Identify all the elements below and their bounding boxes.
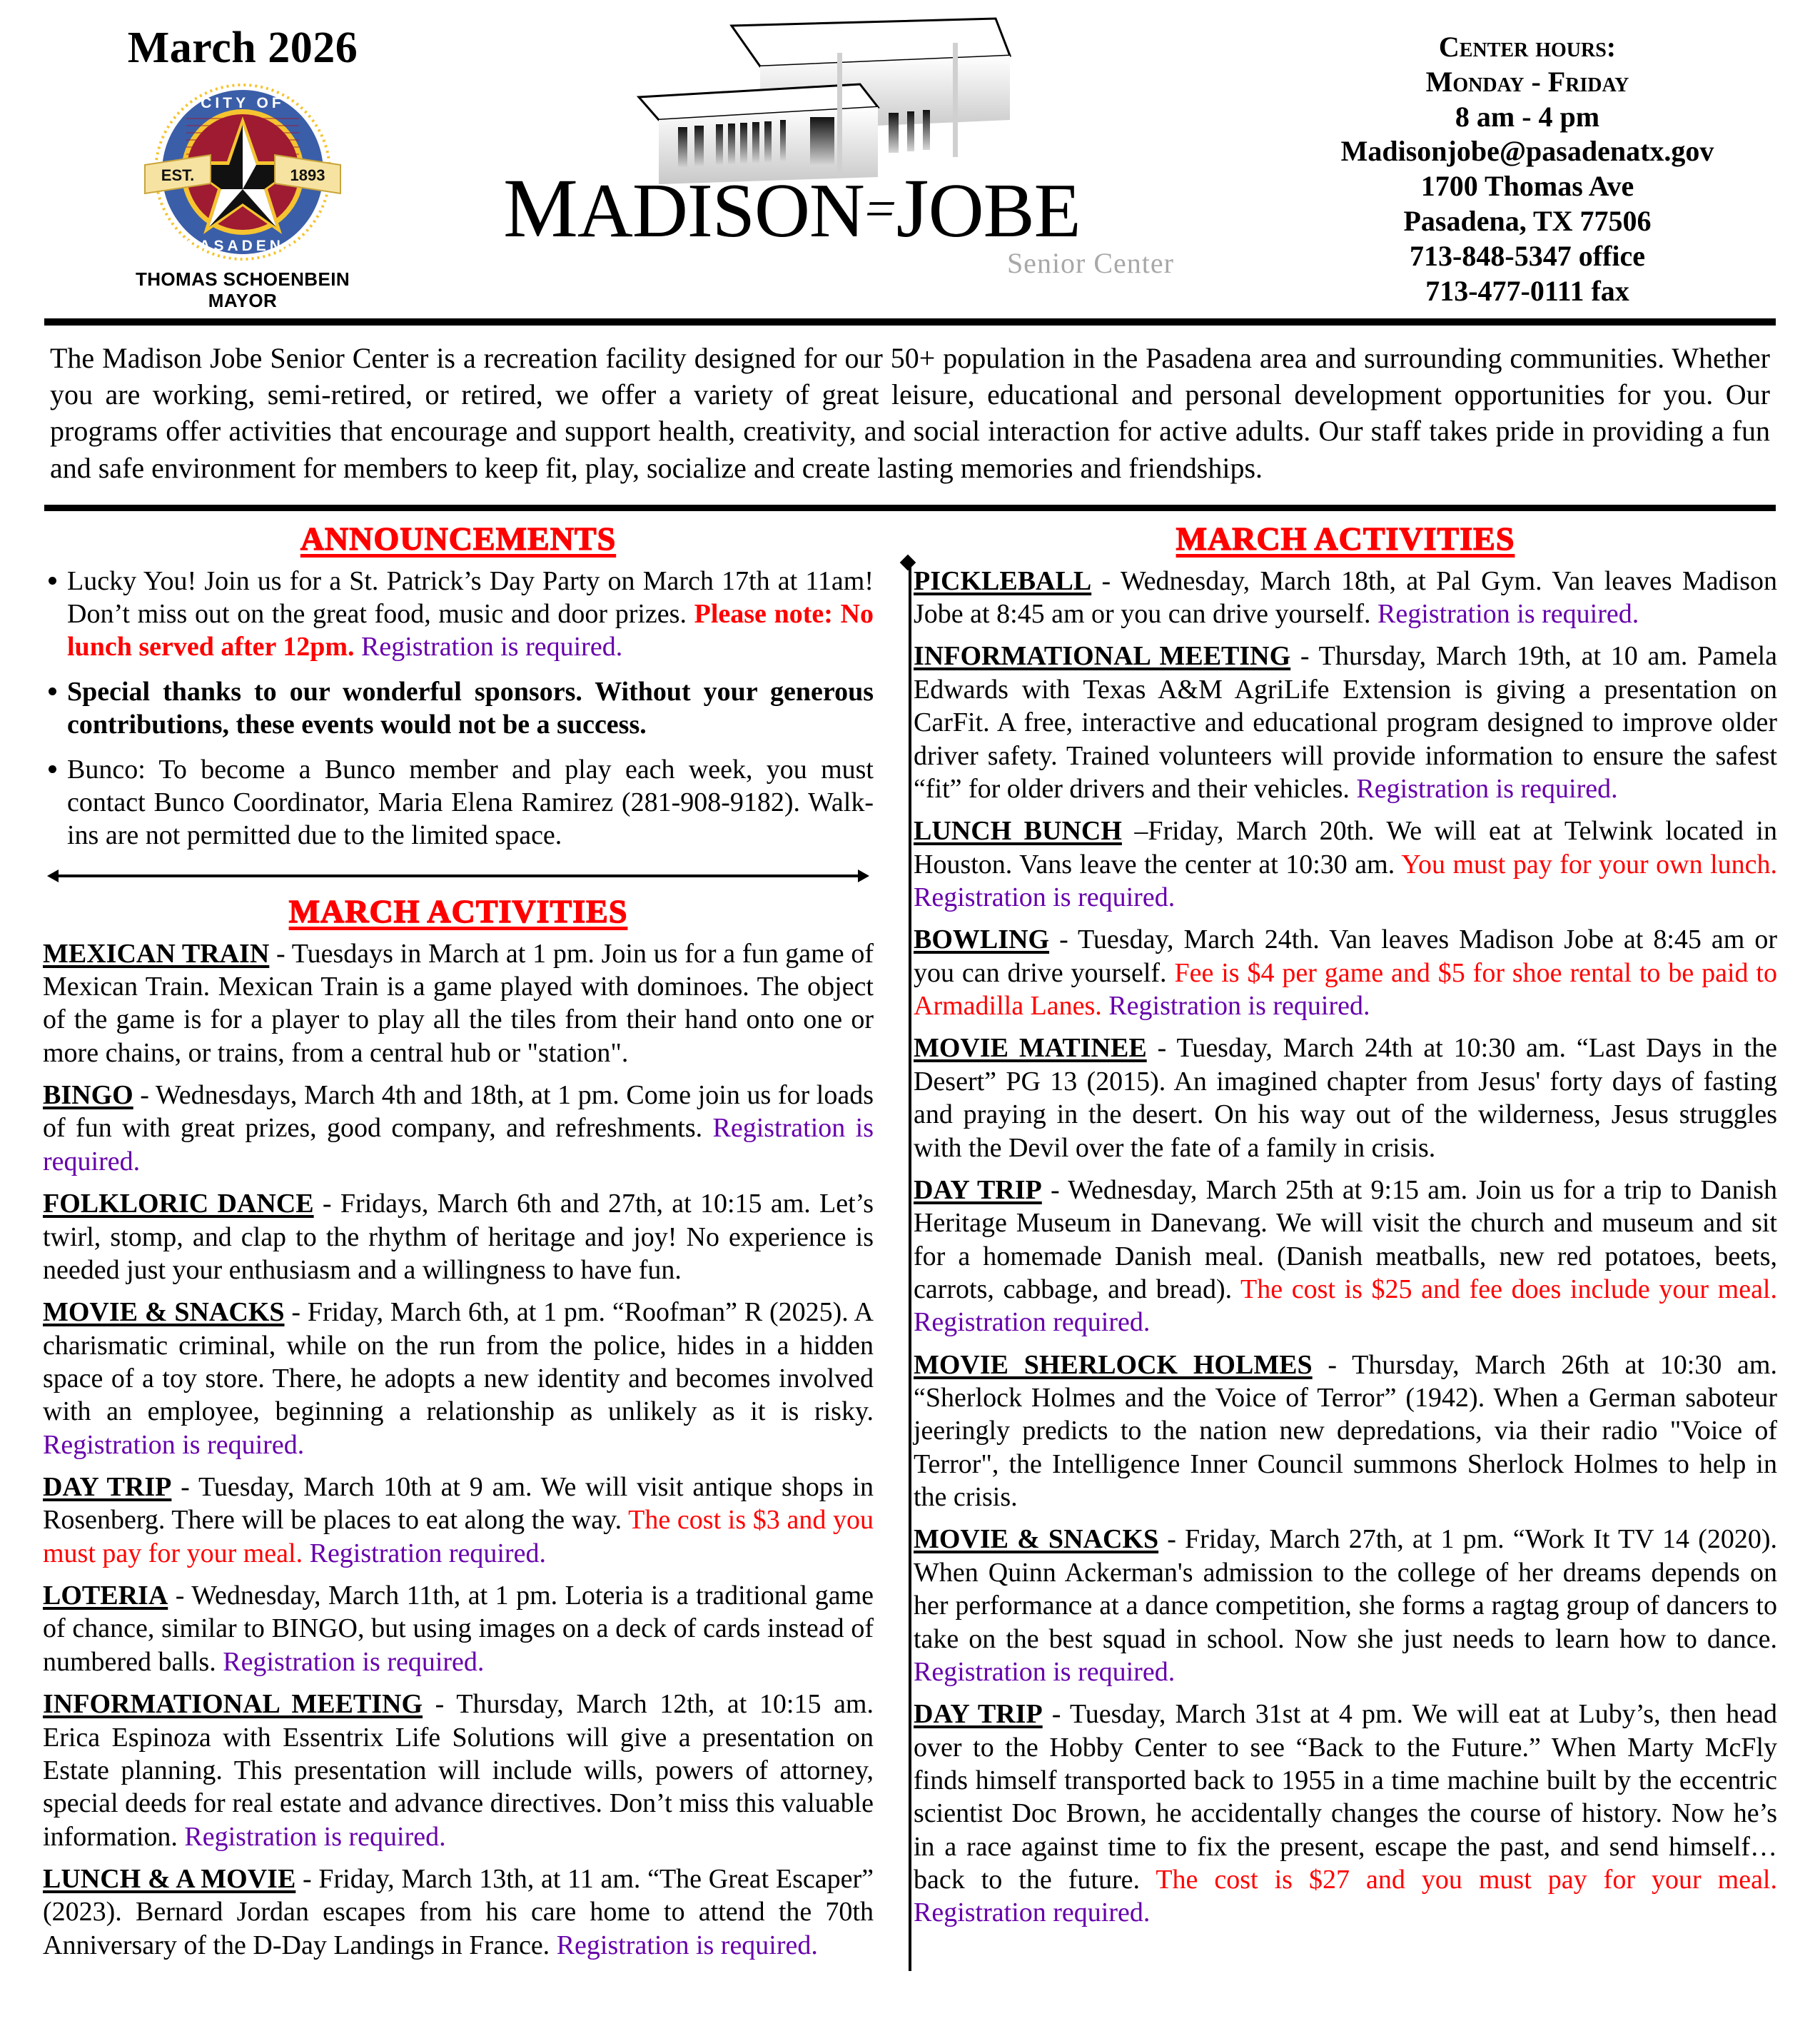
activity-item [43, 1863, 874, 1962]
contact-email[interactable]: Madisonjobe@pasadenatx.gov [1340, 135, 1714, 168]
activity-item [914, 923, 1777, 1022]
contact-fax-phone: 713-477-0111 fax [1425, 274, 1629, 307]
svg-text:PASADENA: PASADENA [186, 238, 299, 254]
activity-title: LUNCH BUNCH [914, 816, 1122, 847]
page-header [0, 0, 1820, 314]
activity-title: LOTERIA [43, 1581, 168, 1611]
activity-item [914, 640, 1777, 805]
activity-registration: Registration is required. [1108, 991, 1370, 1022]
activity-title: DAY TRIP [43, 1472, 172, 1503]
activity-registration: Registration required. [309, 1538, 546, 1568]
activity-item [914, 565, 1777, 631]
activity-body: –Friday, March 20th. We will eat at Telwink located in Houston. Vans leave the center at 10:30 am. [914, 816, 1777, 880]
contact-street: 1700 Thomas Ave [1420, 170, 1634, 203]
right-column [892, 517, 1777, 1971]
activity-item [43, 1079, 874, 1178]
senior-center-wordmark [503, 161, 1217, 280]
activity-registration: Registration is required. [1377, 599, 1639, 630]
logo-madison-rest: ADISON [577, 168, 864, 253]
activity-title: MOVIE SHERLOCK HOLMES [914, 1349, 1313, 1380]
page-title: March 2026 [127, 24, 358, 72]
contact-info-block [1278, 13, 1777, 308]
activity-body: - Thursday, March 19th, at 10 am. Pamela Edwards with Texas A&M AgriLife Extension is giving a presentation on CarFit. A free, interactive and educational program designed to improve older driver safety. Trained volunteers will provide information to ensure the safest “fit” for older drivers and their vehicles. [914, 641, 1777, 804]
activity-body: - Wednesdays, March 4th and 18th, at 1 pm. Come join us for loads of fun with great prizes, good company, and refreshments. [43, 1080, 874, 1144]
center-hours-days: Monday - Friday [1425, 65, 1629, 98]
announcement-text: Lucky You! Join us for a St. Patrick’s Day Party on March 17th at 11am! Don’t miss out on the great food, music and door prizes. [67, 565, 874, 630]
activity-cost: The cost is $25 and fee does include your meal. [1240, 1274, 1777, 1304]
activity-item [43, 937, 874, 1069]
announcements-heading-text: ANNOUNCEMENTS [300, 520, 617, 557]
activity-item [43, 1471, 874, 1570]
contact-office-phone: 713-848-5347 office [1410, 239, 1645, 272]
header-logo-block [443, 13, 1278, 320]
activity-registration: Registration is required. [43, 1113, 874, 1176]
logo-separator-icon: = [859, 180, 901, 238]
city-seal-logo [139, 81, 346, 266]
activity-item [43, 1579, 874, 1678]
activity-body: - Thursday, March 12th, at 10:15 am. Erica Espinoza with Essentrix Life Solutions will give a presentation on Estate planning. This presentation will include wills, powers of attorney, special deeds for real estate and advance directives. Don’t miss this valuable information. [43, 1689, 874, 1852]
activity-body: - Fridays, March 6th and 27th, at 10:15 am. Let’s twirl, stomp, and clap to the rhythm of heritage and joy! No experience is needed just your enthusiasm and a willingness to have fun. [43, 1189, 874, 1285]
center-hours-label: Center hours: [1438, 31, 1617, 63]
activity-registration: Registration is required. [914, 1656, 1176, 1687]
activity-item [43, 1688, 874, 1853]
logo-subtitle: Senior Center [1006, 247, 1174, 279]
activity-registration: Registration is required. [556, 1930, 818, 1960]
left-column [43, 517, 892, 1971]
activity-title: BINGO [43, 1080, 133, 1111]
list-item [43, 753, 874, 852]
logo-jobe-rest: OBE [928, 168, 1081, 253]
activity-body: - Thursday, March 26th at 10:30 am. “Sherlock Holmes and the Voice of Terror” (1942). When a German saboteur jeeringly predicts to the nation new depredations, via their radio "Voice of Terror", the Intelligence Inner Council summons Sherlock Holmes to help in the crisis. [914, 1349, 1777, 1513]
activity-title: FOLKLORIC DANCE [43, 1189, 314, 1219]
logo-madison-cap: M [503, 161, 577, 255]
activity-title: DAY TRIP [914, 1699, 1043, 1730]
activity-title: PICKLEBALL [914, 565, 1092, 596]
activity-item [914, 1349, 1777, 1514]
city-of-pasadena-seal-icon [139, 81, 346, 266]
activity-body: - Wednesday, March 25th at 9:15 am. Join us for a trip to Danish Heritage Museum in Danevang. We will visit the church and museum and sit for a homemade Danish meal. (Danish meatballs, new red potatoes, beets, carrots, cabbage, and bread). [914, 1174, 1778, 1304]
activity-body: - Friday, March 27th, at 1 pm. “Work It TV 14 (2020). When Quinn Ackerman's admission to the college of her dreams depends on her performance at a dance competition, she forms a ragtag group of dancers to take on the best squad in school. Now she just needs to learn how to dance. [914, 1524, 1777, 1654]
list-item [43, 565, 874, 664]
activity-title: BOWLING [914, 924, 1050, 955]
activity-title: INFORMATIONAL MEETING [914, 641, 1291, 672]
activity-item [914, 815, 1777, 914]
march-activities-heading-left [43, 892, 874, 930]
activity-item [914, 1032, 1777, 1164]
activity-cost: Fee is $4 per game and $5 for shoe rental to be paid to Armadilla Lanes. [914, 957, 1777, 1022]
march-activities-heading-text: MARCH ACTIVITIES [1176, 520, 1515, 557]
activity-body: - Tuesday, March 10th at 9 am. We will visit antique shops in Rosenberg. There will be places to eat along the way. [43, 1472, 874, 1536]
activity-cost: The cost is $3 and you must pay for your meal. [43, 1505, 874, 1568]
header-left-block [43, 13, 443, 312]
mayor-role-text: MAYOR [208, 289, 278, 311]
activity-registration: Registration required. [914, 1898, 1151, 1928]
march-activities-heading-right [914, 520, 1777, 558]
activity-body: - Friday, March 6th, at 1 pm. “Roofman” R (2025). A charismatic criminal, while on the run from the police, hides in a hidden space of a toy store. There, he adopts a new identity and becomes involved with an employee, beginning a relationship as unlikely as it is risky. [43, 1297, 874, 1427]
announcement-text: Bunco: To become a Bunco member and play each week, you must contact Bunco Coordinator, Maria Elena Ramirez (281-908-9182). Walk-ins are not permitted due to the limited space. [67, 754, 874, 851]
activity-registration: Registration is required. [223, 1646, 485, 1677]
activity-registration: Registration is required. [1356, 773, 1618, 804]
activity-body: - Wednesday, March 11th, at 1 pm. Loteria is a traditional game of chance, similar to BINGO, but using images on a deck of cards instead of numbered balls. [43, 1581, 874, 1677]
activity-item [914, 1523, 1777, 1688]
announcement-text: Special thanks to our wonderful sponsors. Without your generous contributions, these events would not be a success. [67, 676, 874, 740]
activity-item [43, 1296, 874, 1461]
logo-jobe-cap: J [896, 161, 929, 255]
announcement-registration: Registration is required. [361, 632, 623, 662]
announcements-list [43, 565, 874, 852]
intro-paragraph: The Madison Jobe Senior Center is a recreation facility designed for our 50+ population in the Pasadena area and surrounding communities. Whether you are working, semi-retired, or retired, we offer a variety of great leisure, educational and personal development opportunities for you. Our programs offer activities that encourage and support health, creativity, and social interaction for active adults. Our staff takes pride in providing a fun and safe environment for members to keep fit, play, socialize and create lasting memories and friendships. [50, 342, 1770, 484]
mayor-name [136, 269, 350, 312]
contact-city-state-zip: Pasadena, TX 77506 [1403, 204, 1652, 237]
list-item [43, 675, 874, 742]
activity-body: - Tuesday, March 24th. Van leaves Madison Jobe at 8:45 am or you can drive yourself. [914, 924, 1777, 988]
activity-item [914, 1174, 1777, 1339]
svg-text:1893: 1893 [290, 166, 325, 184]
activity-registration: Registration is required. [43, 1429, 305, 1460]
activity-registration: Registration is required. [184, 1821, 446, 1852]
activity-body: - Tuesdays in March at 1 pm. Join us for a fun game of Mexican Train. Mexican Train is a game played with dominoes. The object of the game is for a player to play all the tiles from their hand onto one or more chains, or trains, from a central hub or "station". [43, 938, 874, 1068]
content-columns [0, 511, 1820, 1971]
activity-body: - Friday, March 13th, at 11 am. “The Great Escaper” (2023). Bernard Jordan escapes from his care home to attend the 70th Anniversary of the D-Day Landings in France. [43, 1863, 874, 1960]
svg-text:CITY OF: CITY OF [201, 95, 285, 111]
activity-registration: Registration required. [914, 1307, 1151, 1338]
activity-cost: The cost is $27 and you must pay for your meal. [1156, 1865, 1777, 1895]
activity-body: - Tuesday, March 31st at 4 pm. We will eat at Luby’s, then head over to the Hobby Center to see “Back to the Future.” When Marty McFly finds himself transported back to 1955 in a time machine built by the eccentric scientist Doc Brown, he accidentally changes the course of history. Now he’s in a race against time to fix the present, escape the past, and send himself…back to the future. [914, 1699, 1777, 1895]
activity-item [914, 1698, 1777, 1930]
activity-title: MOVIE MATINEE [914, 1033, 1147, 1064]
activity-title: MEXICAN TRAIN [43, 938, 270, 969]
activity-body: - Wednesday, March 18th, at Pal Gym. Van leaves Madison Jobe at 8:45 am or you can drive yourself. [914, 565, 1777, 630]
activity-body: - Tuesday, March 24th at 10:30 am. “Last Days in the Desert” PG 13 (2015). An imagined chapter from Jesus' forty days of fasting and praying in the desert. On his way out of the wilderness, Jesus struggles with the Devil over the fate of a family in crisis. [914, 1033, 1777, 1163]
announcements-heading [43, 520, 874, 558]
march-activities-heading-text: MARCH ACTIVITIES [288, 892, 628, 929]
arrow-right-icon [858, 870, 869, 882]
activity-item [43, 1187, 874, 1286]
announcement-note-red: Please note: No lunch served after 12pm. [67, 599, 874, 662]
svg-text:EST.: EST. [161, 166, 195, 184]
mayor-name-text: THOMAS SCHOENBEIN [135, 268, 350, 290]
center-hours-times: 8 am - 4 pm [1455, 100, 1600, 133]
double-arrow-divider [47, 864, 869, 888]
intro-divider-rule [44, 505, 1776, 511]
activity-registration: Registration is required. [914, 882, 1176, 912]
activity-title: INFORMATIONAL MEETING [43, 1689, 423, 1720]
activity-cost: You must pay for your own lunch. [1401, 849, 1777, 880]
activity-title: DAY TRIP [914, 1174, 1042, 1205]
activity-title: LUNCH & A MOVIE [43, 1863, 296, 1894]
activity-title: MOVIE & SNACKS [914, 1524, 1159, 1555]
column-divider [909, 567, 911, 1971]
activity-title: MOVIE & SNACKS [43, 1297, 285, 1328]
